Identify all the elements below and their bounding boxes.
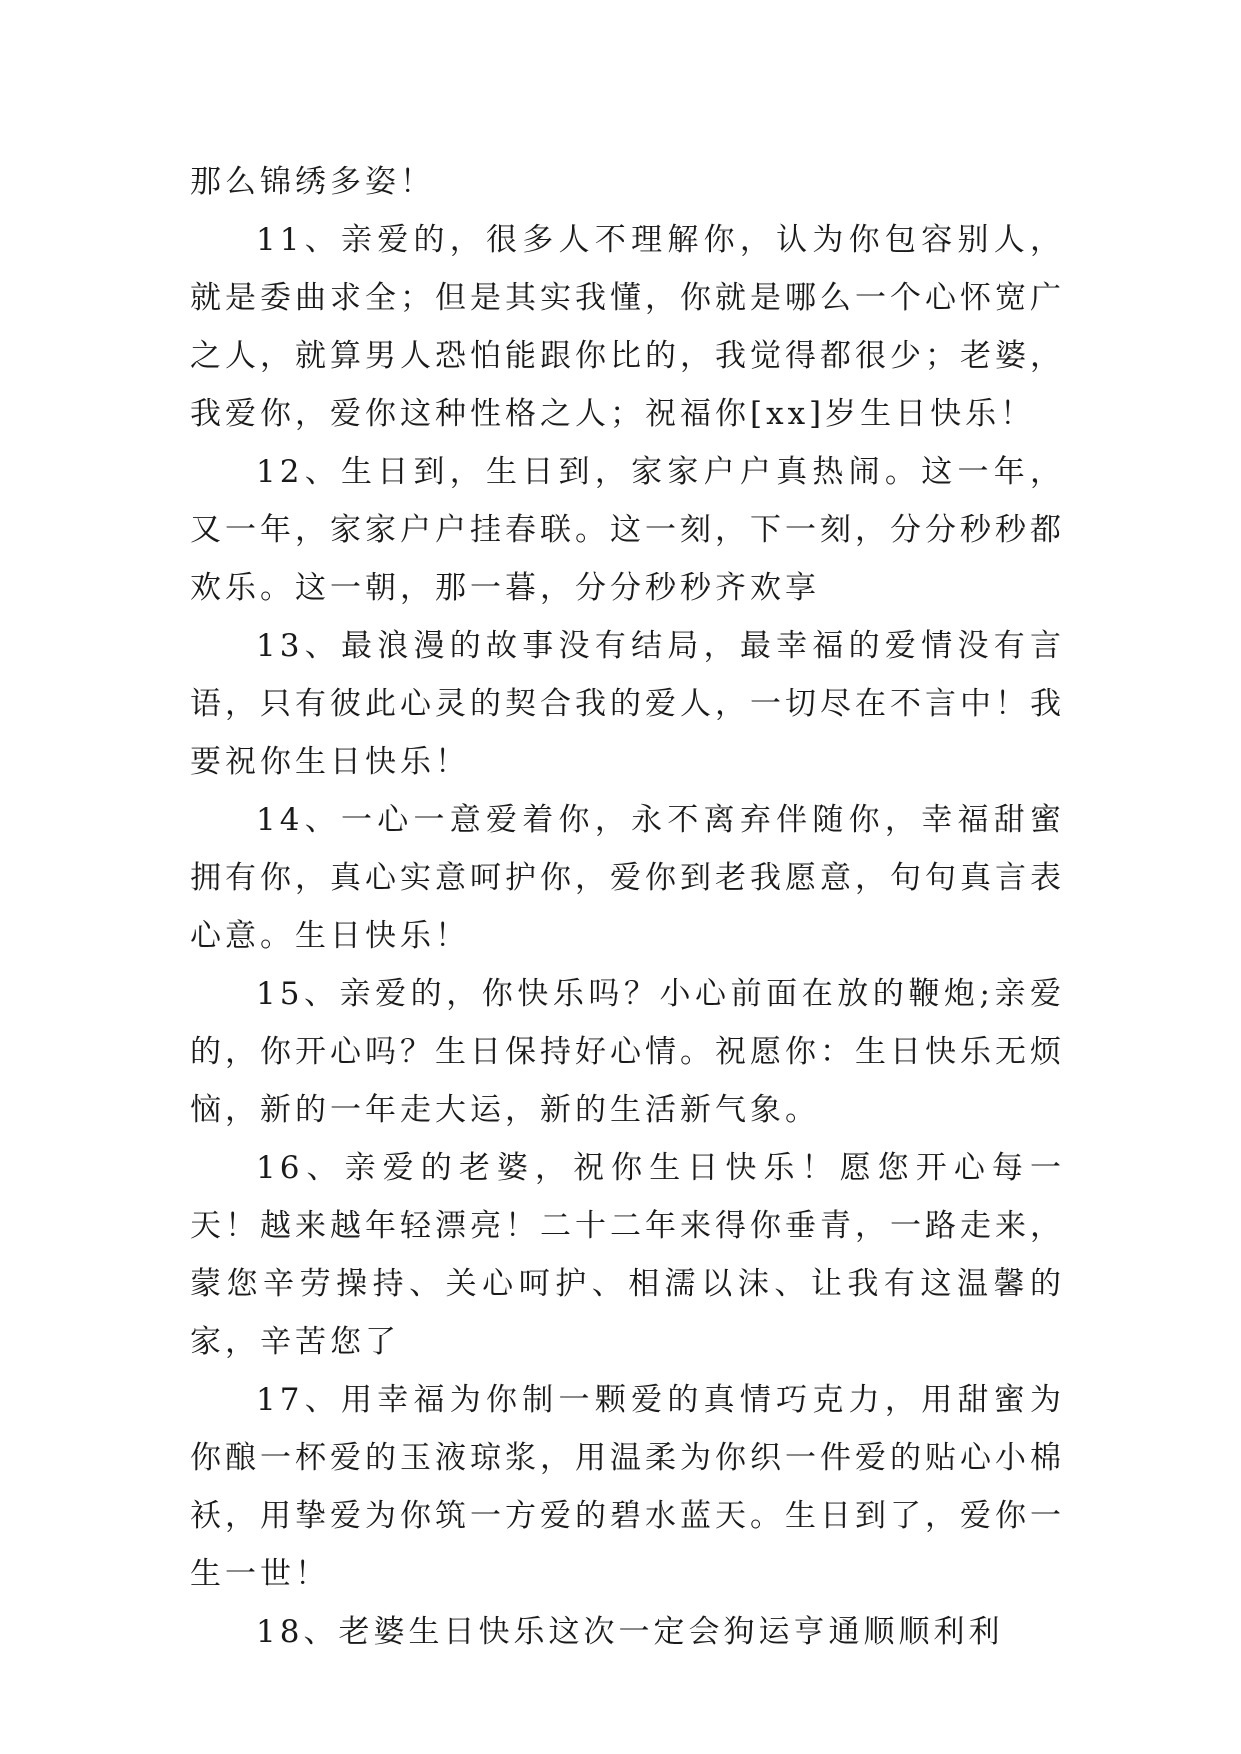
paragraph-11: 11、亲爱的，很多人不理解你，认为你包容别人，就是委曲求全；但是其实我懂，你就是哪么一个心怀宽广之人，就算男人恐怕能跟你比的，我觉得都很少；老婆，我爱你，爱你这种性格之人；祝福你[xx]岁生日快乐！ [190,222,1065,432]
paragraph-17: 17、用幸福为你制一颗爱的真情巧克力，用甜蜜为你酿一杯爱的玉液琼浆，用温柔为你织一件爱的贴心小棉袄，用挚爱为你筑一方爱的碧水蓝天。生日到了，爱你一生一世！ [190,1382,1065,1592]
paragraph-15: 15、亲爱的，你快乐吗？小心前面在放的鞭炮;亲爱的，你开心吗？生日保持好心情。祝愿你：生日快乐无烦恼，新的一年走大运，新的生活新气象。 [190,976,1065,1128]
document-body [190,153,1065,1661]
paragraph-continued: 那么锦绣多姿！ [190,164,435,200]
paragraph-18: 18、老婆生日快乐这次一定会狗运亨通顺顺利利 [256,1614,1004,1650]
paragraph-13: 13、最浪漫的故事没有结局，最幸福的爱情没有言语，只有彼此心灵的契合我的爱人，一切尽在不言中！我要祝你生日快乐！ [190,628,1065,780]
paragraph-12: 12、生日到，生日到，家家户户真热闹。这一年，又一年，家家户户挂春联。这一刻，下一刻，分分秒秒都欢乐。这一朝，那一暮，分分秒秒齐欢享 [190,454,1065,606]
paragraph-14: 14、一心一意爱着你，永不离弃伴随你，幸福甜蜜拥有你，真心实意呵护你，爱你到老我愿意，句句真言表心意。生日快乐！ [190,802,1065,954]
paragraph-16: 16、亲爱的老婆，祝你生日快乐！愿您开心每一天！越来越年轻漂亮！二十二年来得你垂青，一路走来，蒙您辛劳操持、关心呵护、相濡以沫、让我有这温馨的家，辛苦您了 [190,1150,1065,1360]
